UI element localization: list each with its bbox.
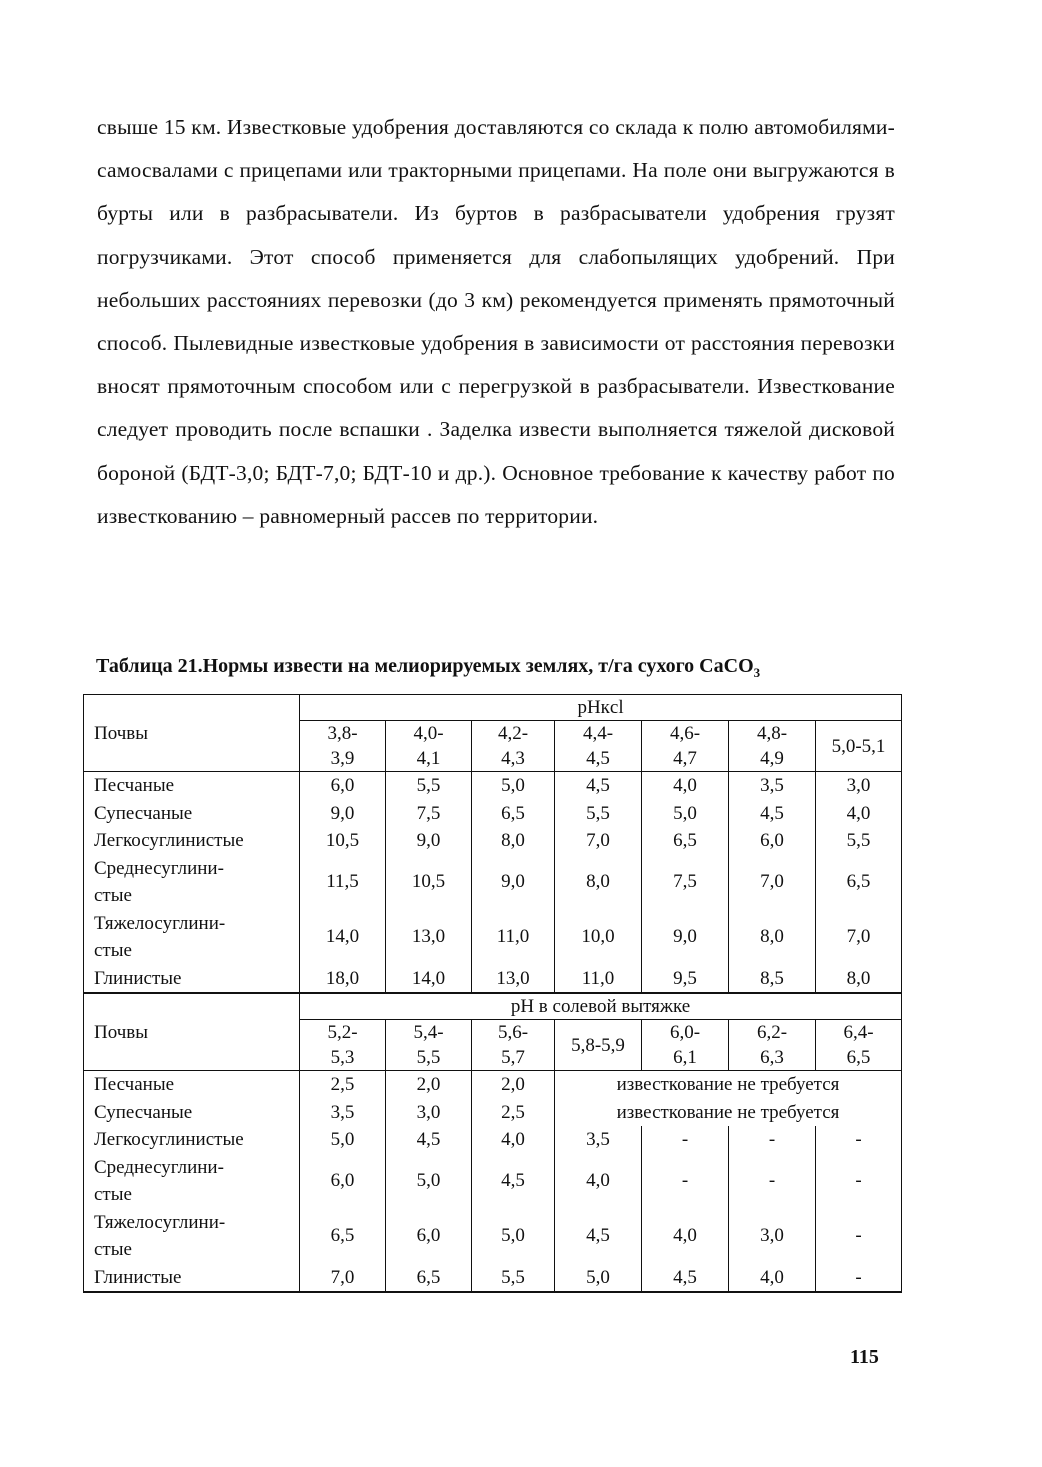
value-cell: 6,5	[472, 800, 555, 828]
cell-line: 6,2-	[756, 1022, 788, 1043]
value-cell: 10,5	[386, 855, 472, 910]
cell-line: стые	[94, 940, 132, 961]
cell-line: 5,2-	[327, 1022, 358, 1043]
cell-line: 6,3	[760, 1047, 784, 1068]
value-cell: -	[816, 1209, 902, 1264]
ph-range-cell	[816, 721, 902, 772]
value-cell: 4,0	[729, 1264, 816, 1293]
value-cell: 14,0	[300, 910, 386, 965]
value-cell: 10,0	[555, 910, 642, 965]
value-cell: 2,0	[386, 1071, 472, 1099]
value-cell: 13,0	[386, 910, 472, 965]
cell-line: Тяжелосуглини-	[94, 1211, 226, 1233]
value-cell: 5,5	[555, 800, 642, 828]
ph-range-cell	[729, 1020, 816, 1071]
value-cell: 9,0	[642, 910, 729, 965]
value-cell: 9,0	[472, 855, 555, 910]
value-cell: 2,5	[300, 1071, 386, 1099]
value-cell: 3,5	[300, 1099, 386, 1127]
ph-range-cell	[729, 721, 816, 772]
value-cell: 8,0	[729, 910, 816, 965]
value-cell: 4,5	[642, 1264, 729, 1293]
value-cell: -	[642, 1126, 729, 1154]
table-row	[84, 910, 902, 965]
cell-line: Тяжелосуглини-	[94, 912, 226, 934]
soil-name-cell	[84, 1264, 300, 1293]
value-cell: -	[816, 1154, 902, 1209]
soil-name-cell	[84, 1126, 300, 1154]
cell-line: 3,8-	[327, 723, 358, 744]
cell-line: Песчаные	[94, 1074, 175, 1095]
cell-line: 5,7	[501, 1047, 525, 1068]
ph-header: pH в солевой вытяжке	[300, 993, 902, 1020]
ph-range-cell	[642, 721, 729, 772]
table-row	[84, 772, 902, 800]
soil-name-cell	[84, 772, 300, 800]
value-cell: 8,0	[472, 827, 555, 855]
value-cell: 5,0	[472, 1209, 555, 1264]
value-cell: 8,5	[729, 965, 816, 994]
value-cell: 6,5	[816, 855, 902, 910]
table-caption	[96, 655, 896, 681]
cell-line: 4,4-	[582, 723, 614, 744]
value-cell: -	[729, 1154, 816, 1209]
cell-line: 6,1	[673, 1047, 697, 1068]
cell-line: 4,5	[586, 748, 610, 769]
cell-line: 5,0-5,1	[831, 735, 886, 757]
table-row	[84, 855, 902, 910]
soil-name-cell	[84, 800, 300, 828]
ph-range-cell	[386, 1020, 472, 1071]
value-cell: 5,0	[300, 1126, 386, 1154]
cell-line: 5,6-	[497, 1022, 529, 1043]
soil-column-header: Почвы	[84, 695, 300, 772]
value-cell: 11,0	[472, 910, 555, 965]
header-row	[84, 695, 902, 721]
value-cell: 3,5	[729, 772, 816, 800]
cell-line: Глинистые	[94, 1266, 182, 1288]
value-cell: 4,5	[555, 772, 642, 800]
table-caption-subscript: 3	[753, 665, 761, 680]
cell-line: 4,0-	[413, 723, 444, 744]
value-cell: 5,0	[642, 800, 729, 828]
ph-range-cell	[300, 721, 386, 772]
cell-line: Легкосуглинистые	[94, 830, 244, 851]
value-cell: 3,0	[386, 1099, 472, 1127]
table-caption-text: Таблица 21.Нормы извести на мелиорируемых землях, т/га сухого CaCO	[96, 655, 754, 677]
value-cell: 6,0	[300, 1154, 386, 1209]
cell-line: 5,3	[330, 1047, 355, 1068]
value-cell: -	[642, 1154, 729, 1209]
soil-name-cell	[84, 1099, 300, 1127]
ph-range-cell	[555, 721, 642, 772]
value-cell: 14,0	[386, 965, 472, 994]
cell-line: Песчаные	[94, 775, 175, 796]
value-cell: 2,0	[472, 1071, 555, 1099]
value-cell: 7,0	[555, 827, 642, 855]
value-cell: 4,0	[642, 1209, 729, 1264]
cell-line: стые	[94, 1239, 132, 1260]
cell-line: 4,7	[673, 748, 697, 769]
ph-range-cell	[642, 1020, 729, 1071]
ph-range-cell	[386, 721, 472, 772]
table-row	[84, 800, 902, 828]
cell-line: 4,6-	[669, 723, 701, 744]
value-cell: 6,0	[729, 827, 816, 855]
value-cell: 4,0	[555, 1154, 642, 1209]
value-cell: 4,5	[555, 1209, 642, 1264]
value-cell: -	[729, 1126, 816, 1154]
soil-name-cell	[84, 910, 300, 965]
cell-line: 6,4-	[843, 1022, 874, 1043]
table-row	[84, 1209, 902, 1264]
ph-range-cell	[816, 1020, 902, 1071]
value-cell: 3,5	[555, 1126, 642, 1154]
liming-note-cell: известкование не требуется	[555, 1071, 902, 1099]
table-part-2	[84, 993, 902, 1292]
value-cell: 6,5	[386, 1264, 472, 1293]
header-row	[84, 993, 902, 1020]
value-cell: 6,0	[300, 772, 386, 800]
value-cell: 18,0	[300, 965, 386, 994]
value-cell: -	[816, 1126, 902, 1154]
soil-column-header: Почвы	[84, 993, 300, 1071]
cell-line: 4,2-	[497, 723, 529, 744]
cell-line: Супесчаные	[94, 1101, 193, 1123]
table-row	[84, 827, 902, 855]
value-cell: 11,0	[555, 965, 642, 994]
table-row	[84, 965, 902, 994]
value-cell: 6,5	[642, 827, 729, 855]
value-cell: 5,5	[386, 772, 472, 800]
value-cell: 8,0	[555, 855, 642, 910]
liming-note-cell: известкование не требуется	[555, 1099, 902, 1127]
cell-line: 4,8-	[756, 723, 788, 744]
cell-line: Супесчаные	[94, 802, 193, 824]
cell-line: Среднесуглини-	[94, 857, 224, 879]
cell-line: стые	[94, 885, 132, 906]
ph-range-cell	[555, 1020, 642, 1071]
soil-name-cell	[84, 855, 300, 910]
value-cell: 4,5	[729, 800, 816, 828]
value-cell: 4,5	[472, 1154, 555, 1209]
cell-line: стые	[94, 1184, 132, 1205]
cell-line: 6,0-	[669, 1022, 701, 1043]
cell-line: 4,3	[501, 748, 525, 769]
table-row	[84, 1154, 902, 1209]
value-cell: 10,5	[300, 827, 386, 855]
value-cell: 6,5	[300, 1209, 386, 1264]
value-cell: 11,5	[300, 855, 386, 910]
cell-line: Легкосуглинистые	[94, 1129, 244, 1150]
ph-header: pHкcl	[300, 695, 902, 721]
value-cell: 4,5	[386, 1126, 472, 1154]
table-row	[84, 1126, 902, 1154]
cell-line: 5,4-	[413, 1022, 444, 1043]
table-part-1	[84, 695, 902, 994]
ph-range-cell	[472, 721, 555, 772]
body-paragraph: свыше 15 км. Известковые удобрения доставляются со склада к полю автомобилями-самосвалами с прицепами или тракторными прицепами. На поле они выгружаются в бурты или в разбрасыватели. Из буртов в разбрасыватели удобрения грузят погрузчиками. Этот способ применяется для слабопылящих удобрений. При небольших расстояниях перевозки (до 3 км) рекомендуется применять прямоточный способ. Пылевидные известковые удобрения в зависимости от расстояния перевозки вносят прямоточным способом или с перегрузкой в разбрасыватели. Известкование следует проводить после вспашки . Заделка извести выполняется тяжелой дисковой бороной (БДТ-3,0; БДТ-7,0; БДТ-10 и др.). Основное требование к качеству работ по известкованию – равномерный рассев по территории.	[97, 115, 895, 528]
cell-line: 5,8-5,9	[571, 1034, 625, 1056]
cell-line: Глинистые	[94, 967, 182, 989]
soil-name-cell	[84, 827, 300, 855]
value-cell: 5,5	[472, 1264, 555, 1293]
value-cell: 9,0	[386, 827, 472, 855]
value-cell: 7,5	[642, 855, 729, 910]
cell-line: 6,5	[846, 1047, 871, 1068]
lime-norms-table	[83, 694, 902, 1293]
soil-name-cell	[84, 1154, 300, 1209]
cell-line: Среднесуглини-	[94, 1156, 224, 1178]
value-cell: 4,0	[642, 772, 729, 800]
soil-name-cell	[84, 1071, 300, 1099]
table-row	[84, 1264, 902, 1293]
value-cell: 4,0	[472, 1126, 555, 1154]
value-cell: 5,0	[472, 772, 555, 800]
value-cell: 7,0	[300, 1264, 386, 1293]
value-cell: 5,0	[555, 1264, 642, 1293]
cell-line: 5,5	[416, 1047, 441, 1068]
value-cell: 5,5	[816, 827, 902, 855]
cell-line: 3,9	[330, 748, 355, 769]
soil-name-cell	[84, 965, 300, 994]
cell-line: 4,9	[760, 748, 784, 769]
value-cell: 4,0	[816, 800, 902, 828]
value-cell: 3,0	[729, 1209, 816, 1264]
table-row	[84, 1099, 902, 1127]
ph-range-cell	[472, 1020, 555, 1071]
value-cell: 7,0	[816, 910, 902, 965]
value-cell: 6,0	[386, 1209, 472, 1264]
page-number: 115	[850, 1346, 879, 1368]
cell-line: 4,1	[416, 748, 441, 769]
value-cell: 2,5	[472, 1099, 555, 1127]
value-cell: 5,0	[386, 1154, 472, 1209]
value-cell: -	[816, 1264, 902, 1293]
value-cell: 8,0	[816, 965, 902, 994]
value-cell: 9,0	[300, 800, 386, 828]
ph-range-cell	[300, 1020, 386, 1071]
value-cell: 7,0	[729, 855, 816, 910]
soil-name-cell	[84, 1209, 300, 1264]
value-cell: 3,0	[816, 772, 902, 800]
table-row	[84, 1071, 902, 1099]
value-cell: 13,0	[472, 965, 555, 994]
value-cell: 7,5	[386, 800, 472, 828]
value-cell: 9,5	[642, 965, 729, 994]
